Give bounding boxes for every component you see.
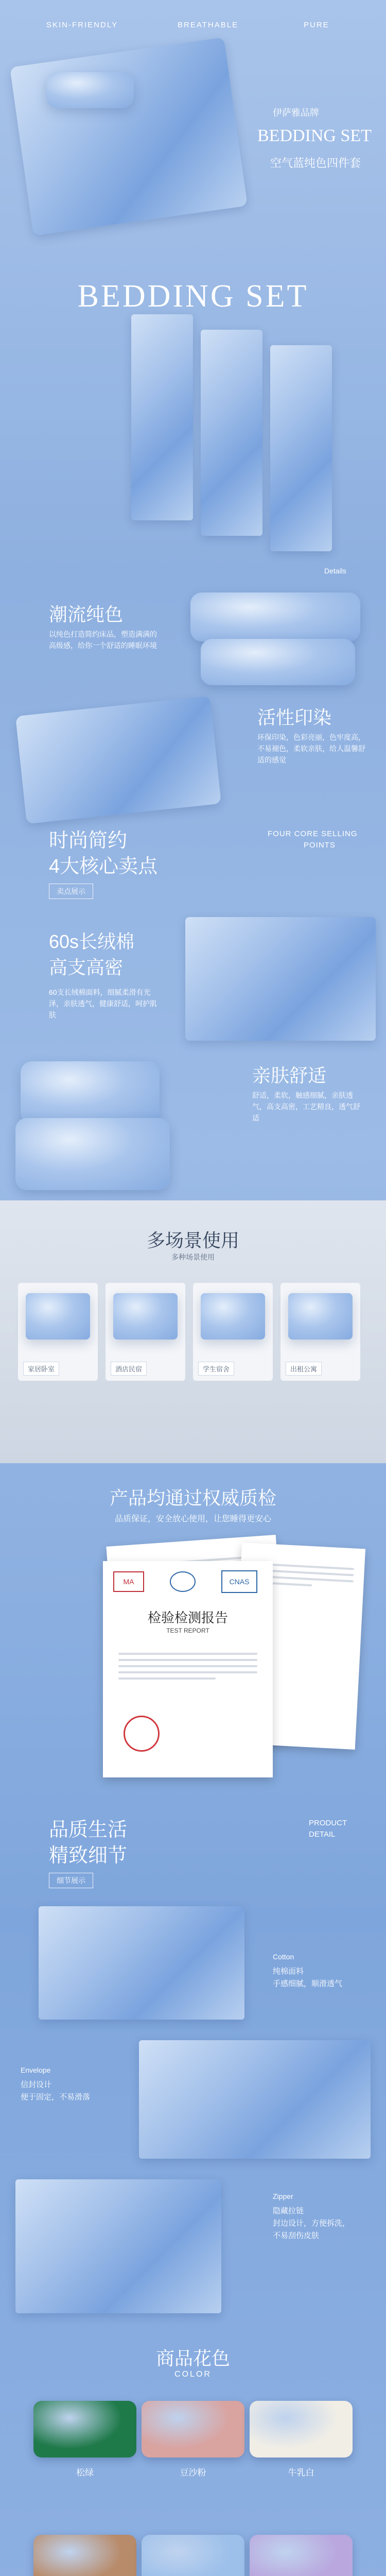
hero-brand: 伊萨雅品牌 [273, 108, 319, 118]
color-swatch-image [250, 2535, 353, 2576]
feature-pure: PURE [304, 21, 329, 29]
scene-card-2 [106, 1283, 185, 1381]
fabric-title-2: 高支高密 [49, 957, 124, 978]
quality-title: 产品均通过权威质检 [109, 1487, 276, 1509]
scene-label-3: 学生宿舍 [198, 1362, 234, 1376]
selling-tag: 卖点展示 [49, 884, 93, 899]
report-title: 检验检测报告 [147, 1610, 228, 1625]
hero-bed-image [10, 37, 248, 235]
banner-details: Details [324, 567, 346, 575]
trend-body: 以纯色打造简约床品，塑造满满的高级感，给你一个舒适的睡眠环境 [49, 630, 157, 650]
certificate-front [103, 1561, 273, 1777]
hero-title-cn: 空气蓝纯色四件套 [270, 157, 361, 170]
envelope-label: Envelope [21, 2066, 51, 2074]
scene-image-2 [113, 1293, 178, 1340]
ilac-logo [170, 1571, 196, 1592]
craft-title-2: 精致细节 [49, 1845, 128, 1867]
trend-title: 潮流纯色 [49, 604, 124, 625]
scene-image-3 [201, 1293, 265, 1340]
cotton-text: 纯棉面料 手感细腻，顺滑透气 [273, 1967, 343, 1988]
quality-subtitle: 品质保证，安全放心使用，让您睡得更安心 [114, 1515, 271, 1523]
scene-label-4: 出租公寓 [286, 1362, 322, 1376]
hero-pillow-image [46, 72, 134, 108]
folded-sheet-image [15, 696, 221, 824]
selling-en-1: FOUR CORE SELLING [268, 829, 358, 838]
color-swatch-image [250, 2401, 353, 2458]
skin-title: 亲肤舒适 [252, 1065, 327, 1086]
selling-en-2: POINTS [304, 841, 336, 850]
selling-title-1: 时尚简约 [49, 830, 128, 852]
scene-card-3 [193, 1283, 273, 1381]
banner-fabric-1 [131, 314, 193, 520]
color-swatch-label: 牛乳白 [288, 2468, 314, 2478]
print-title: 活性印染 [257, 707, 332, 728]
hero-title-en: BEDDING SET [257, 126, 372, 145]
pillow-image-2 [201, 639, 355, 685]
scenes-subtitle: 多种场景使用 [171, 1253, 215, 1261]
color-swatch-image [142, 2535, 244, 2576]
craft-tag: 细节展示 [49, 1873, 93, 1888]
banner-fabric-3 [270, 345, 332, 551]
pillow-image-1 [190, 592, 360, 641]
envelope-detail-image [139, 2040, 371, 2159]
cotton-detail-image [39, 1906, 244, 2020]
colors-subtitle: COLOR [174, 2370, 212, 2379]
skin-body: 舒适，柔软，触感细腻，亲肤透气，高支高密，工艺精良，透气舒适 [252, 1091, 360, 1122]
report-lines [118, 1649, 257, 1684]
craft-title-1: 品质生活 [49, 1819, 128, 1841]
feature-breathable: BREATHABLE [178, 21, 239, 29]
scene-label-1: 家居卧室 [23, 1362, 59, 1376]
selling-title-2: 4大核心卖点 [49, 856, 158, 877]
print-body: 环保印染，色彩亮丽，色牢度高，不易褪色，柔软亲肤，给人温馨舒适的感觉 [257, 733, 365, 764]
cotton-label: Cotton [273, 1953, 294, 1961]
colors-title: 商品花色 [155, 2348, 230, 2369]
report-stamp [124, 1716, 160, 1752]
scene-card-4 [280, 1283, 360, 1381]
color-swatch-label: 松绿 [76, 2468, 94, 2478]
craft-en-1: PRODUCT [309, 1819, 347, 1827]
scene-card-1 [18, 1283, 98, 1381]
feature-strip [0, 21, 386, 41]
color-swatch-image [33, 2401, 136, 2458]
color-swatch-image [142, 2401, 244, 2458]
fabric-title-1: 60s长绒棉 [49, 931, 135, 952]
scene-image-1 [26, 1293, 90, 1340]
cma-logo: MA [113, 1571, 144, 1592]
scene-label-2: 酒店民宿 [111, 1362, 147, 1376]
color-swatch-label: 豆沙粉 [180, 2468, 206, 2478]
envelope-text: 信封设计 便于固定，不易滑落 [21, 2080, 91, 2102]
zipper-label: Zipper [273, 2192, 293, 2200]
scenes-title: 多场景使用 [146, 1230, 239, 1251]
banner-fabric-2 [201, 330, 262, 536]
color-swatch-image [33, 2535, 136, 2576]
fabric-body: 60支长绒棉面料，细腻柔滑有光泽，亲肤透气，健康舒适，呵护肌肤 [49, 988, 157, 1019]
banner-title: BEDDING SET [77, 279, 309, 314]
report-en: TEST REPORT [166, 1627, 209, 1634]
craft-en-2: DETAIL [309, 1830, 336, 1839]
zipper-detail-image [15, 2179, 221, 2313]
duvet-stack-image-1 [21, 1061, 160, 1123]
duvet-stack-image-2 [15, 1118, 170, 1190]
scene-image-4 [288, 1293, 353, 1340]
zipper-text: 隐藏拉链 封边设计，方便拆洗， 不易刮伤皮肤 [273, 2207, 350, 2240]
cnas-logo: CNAS [221, 1570, 257, 1593]
feature-skin-friendly: SKIN-FRIENDLY [46, 21, 118, 29]
made-bed-image [185, 917, 376, 1041]
